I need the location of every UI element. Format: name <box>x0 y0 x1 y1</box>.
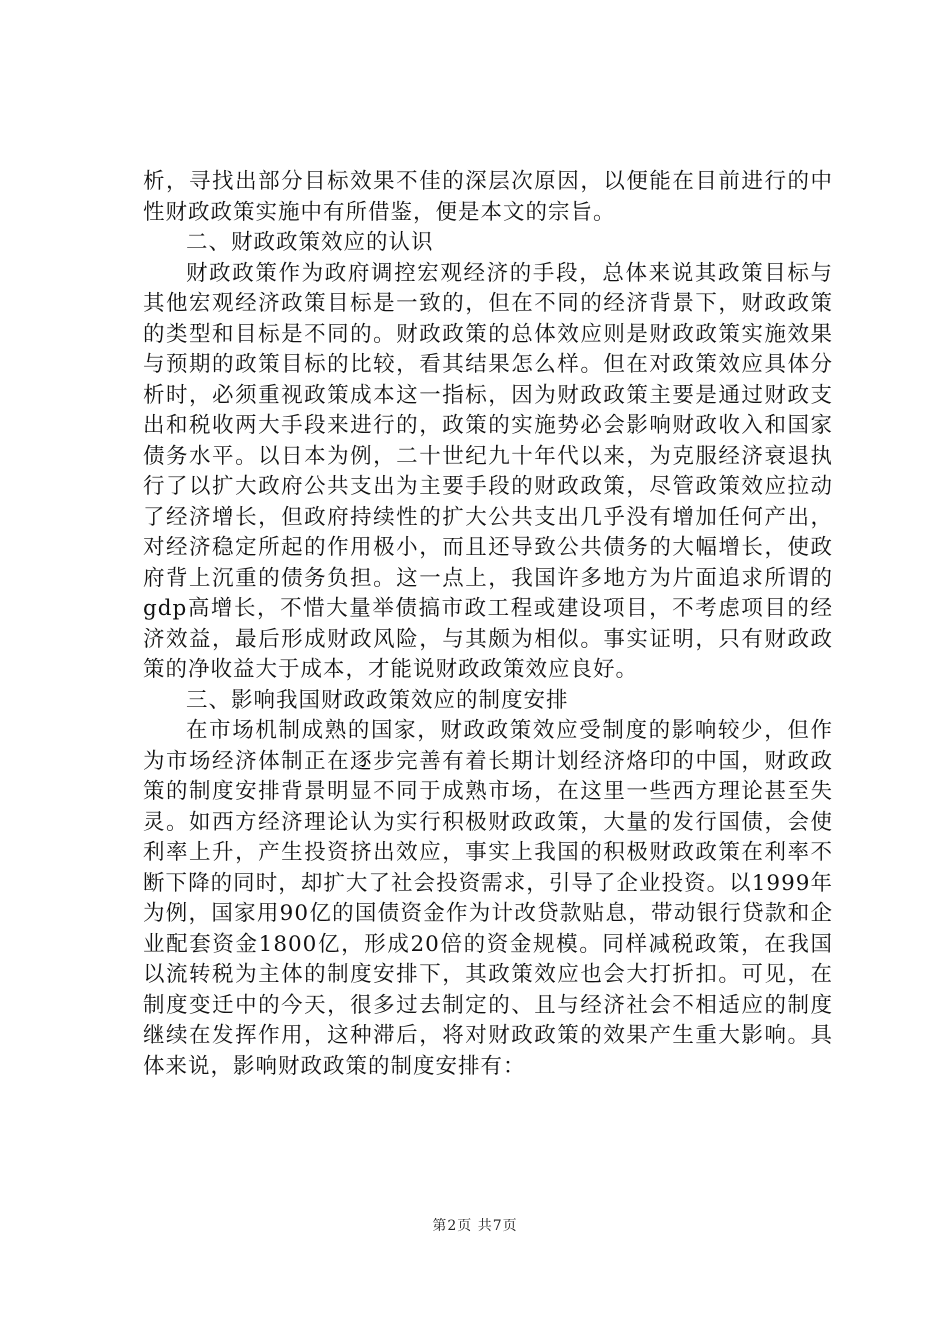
section-heading-3: 三、影响我国财政政策效应的制度安排 <box>186 687 569 713</box>
page-number-footer: 第2页 共7页 <box>432 1218 518 1234</box>
paragraph-fiscal-effect: 财政政策作为政府调控宏观经济的手段，总体来说其政策目标与其他宏观经济政策目标是一致的，但在不同的经济背景下，财政政策的类型和目标是不同的。财政政策的总体效应则是财政政策实施效果与预期的政策目标的比较，看其结果怎么样。但在对政策效应具体分析时，必须重视政策成本这一指标，因为财政政策主要是通过财政支出和税收两大手段来进行的，政策的实施势必会影响财政收入和国家债务水平。以日本为例，二十世纪九十年代以来，为克服经济衰退执行了以扩大政府公共支出为主要手段的财政政策，尽管政策效应拉动了经济增长，但政府持续性的扩大公共支出几乎没有增加任何产出，对经济稳定所起的作用极小，而且还导致公共债务的大幅增长，使政府背上沉重的债务负担。这一点上，我国许多地方为片面追求所谓的gdp高增长，不惜大量举债搞市政工程或建设项目，不考虑项目的经济效益，最后形成财政风险，与其颇为相似。事实证明，只有财政政策的净收益大于成本，才能说财政政策效应良好。 <box>143 260 833 682</box>
document-body <box>143 167 833 1082</box>
paragraph-institutional-arrangement: 在市场机制成熟的国家，财政政策效应受制度的影响较少，但作为市场经济体制正在逐步完善有着长期计划经济烙印的中国，财政政策的制度安排背景明显不同于成熟市场，在这里一些西方理论甚至失灵。如西方经济理论认为实行积极财政政策，大量的发行国债，会使利率上升，产生投资挤出效应，事实上我国的积极财政政策在利率不断下降的同时，却扩大了社会投资需求，引导了企业投资。以1999年为例，国家用90亿的国债资金作为计改贷款贴息，带动银行贷款和企业配套资金1800亿，形成20倍的资金规模。同样减税政策，在我国以流转税为主体的制度安排下，其政策效应也会大打折扣。可见，在制度变迁中的今天，很多过去制定的、且与经济社会不相适应的制度继续在发挥作用，这种滞后，将对财政政策的效果产生重大影响。具体来说，影响财政政策的制度安排有： <box>143 718 833 1079</box>
paragraph-continuation: 析，寻找出部分目标效果不佳的深层次原因，以便能在目前进行的中性财政政策实施中有所借鉴，便是本文的宗旨。 <box>143 169 833 225</box>
section-heading-2: 二、财政政策效应的认识 <box>186 230 434 255</box>
